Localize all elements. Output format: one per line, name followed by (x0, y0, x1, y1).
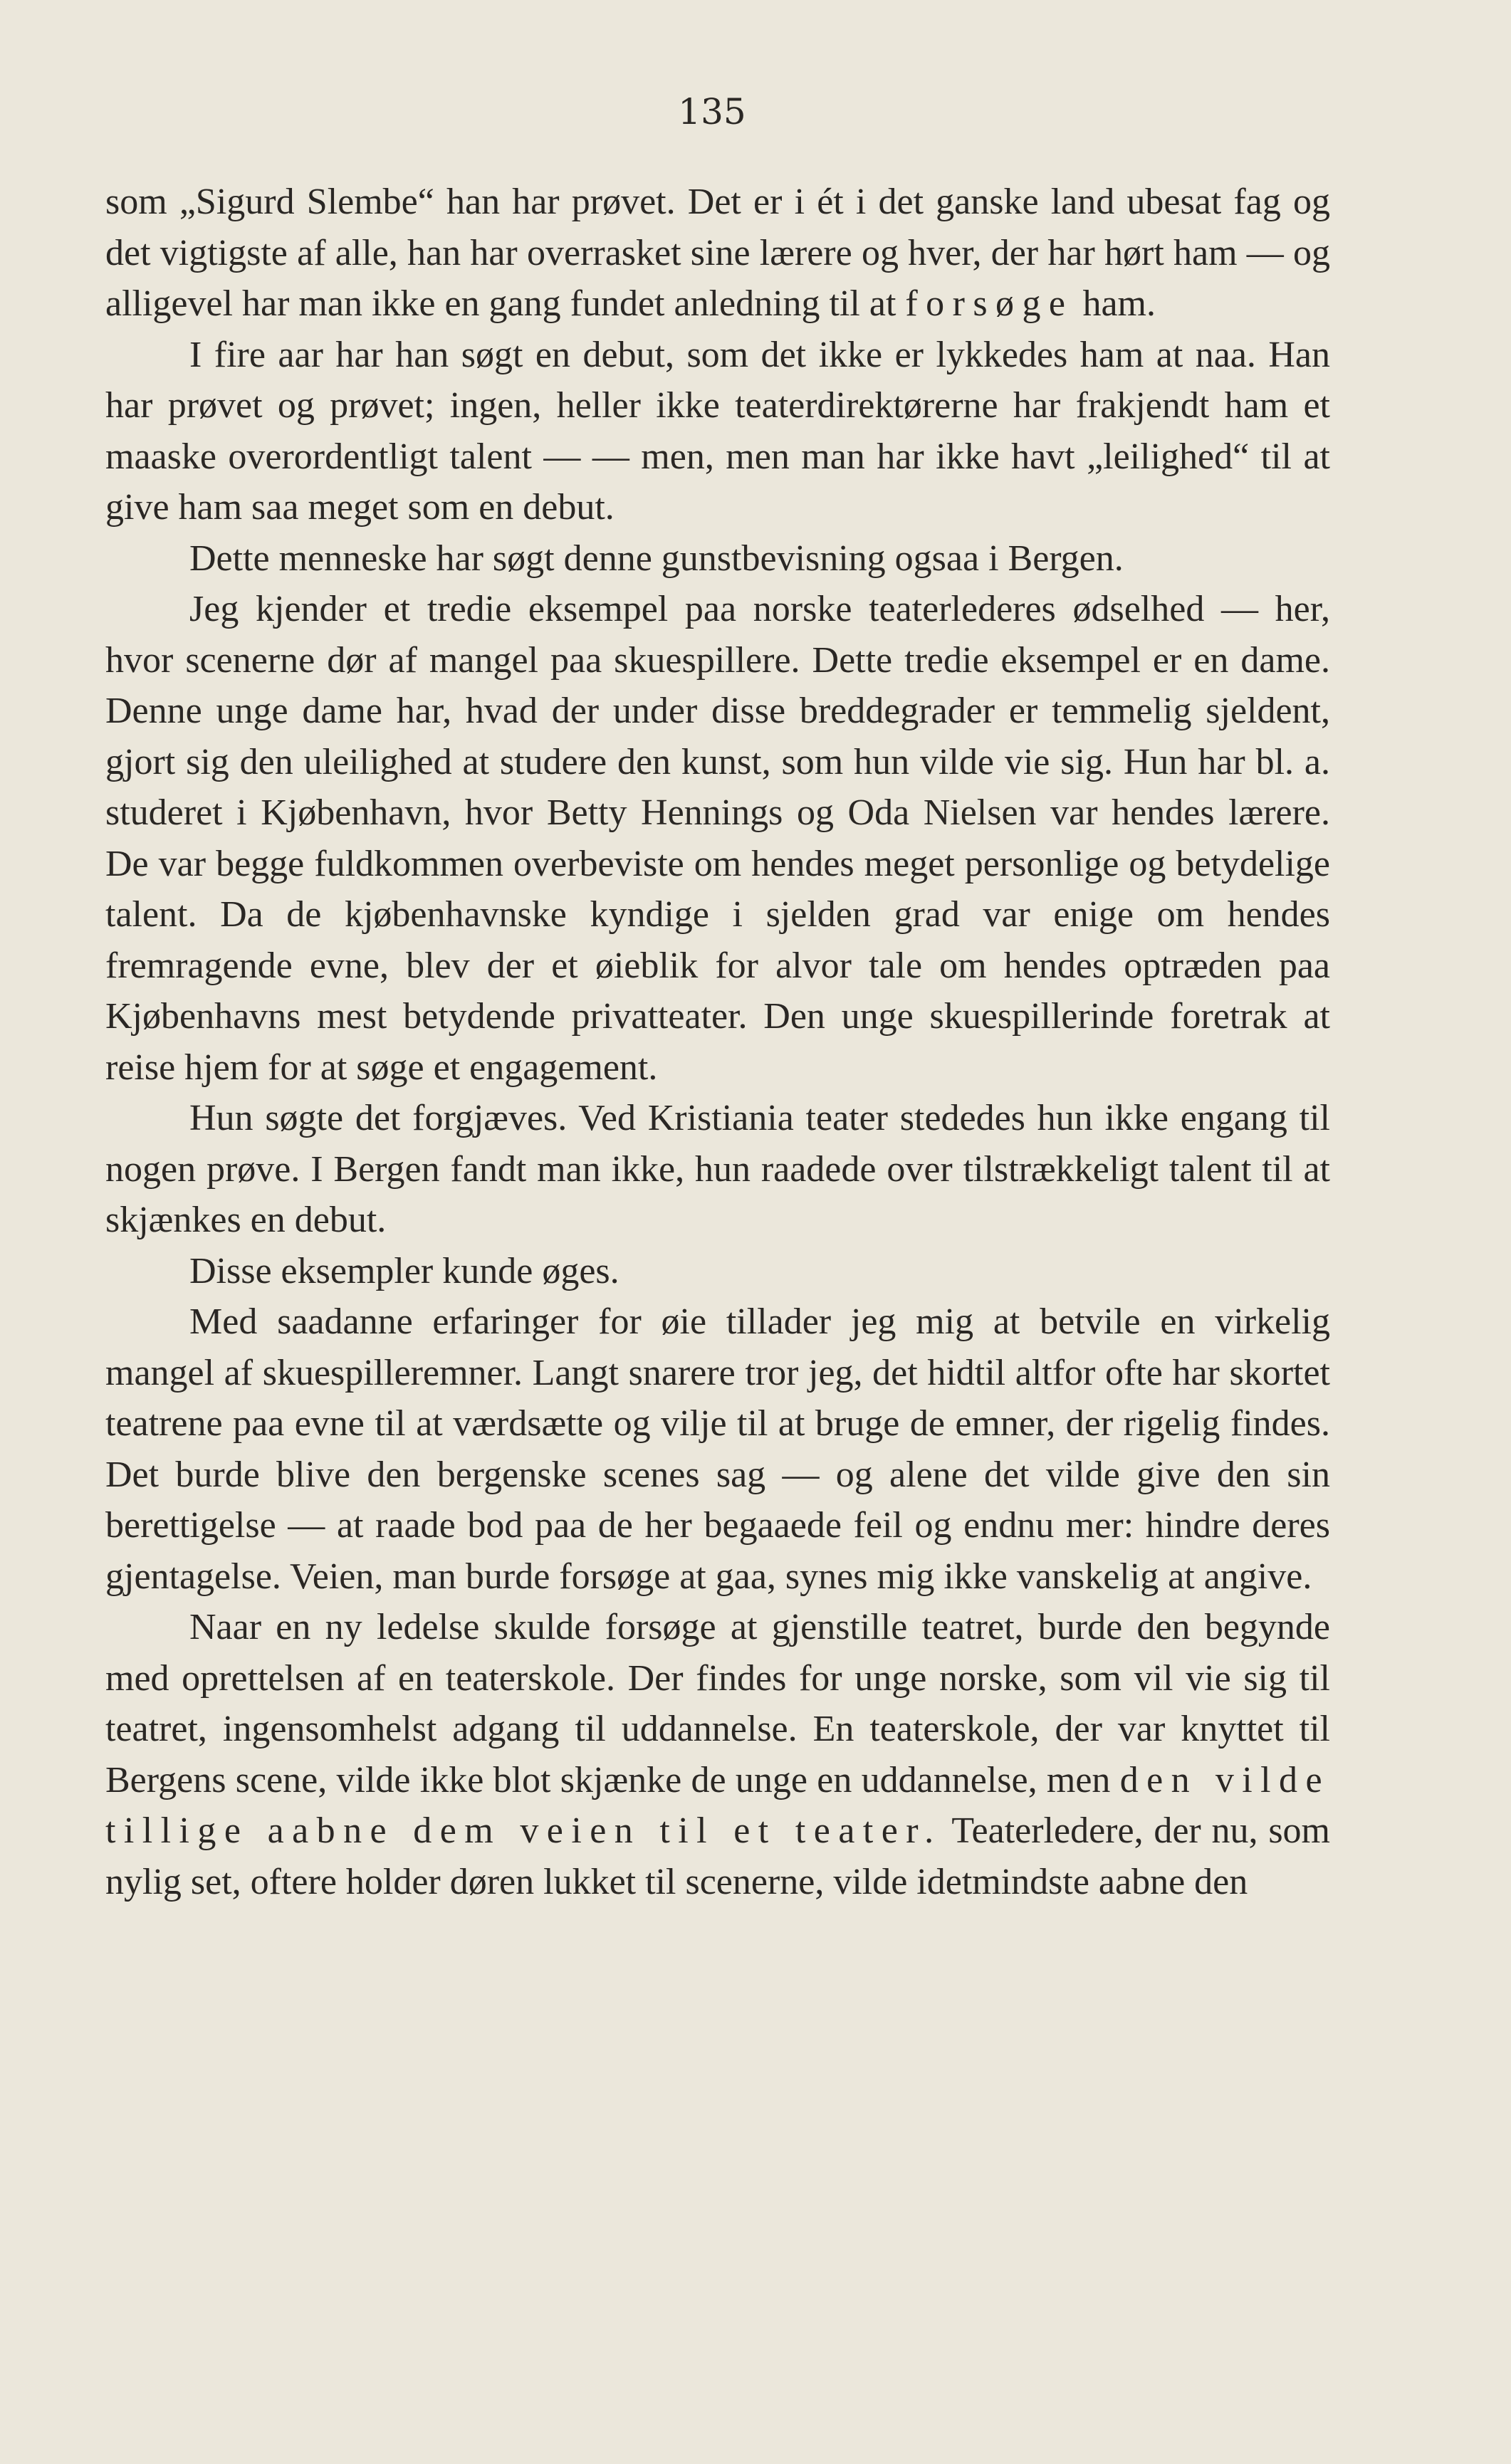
body-text (105, 177, 1330, 1907)
paragraph-text: som „Sigurd Slembe“ han har prøvet. Det er i ét i det ganske land ubesat fag og det vigtigste af alle, han har overrasket sine lærere og hver, der har hørt ham — og alligevel har man ikke en gang fundet anledning til at (105, 182, 1330, 324)
paragraph (105, 1602, 1330, 1907)
emphasized-text: den vilde tillige aabne dem veien til et teater. (105, 1759, 1331, 1851)
paragraph-text: ham. (1073, 283, 1156, 324)
paragraph: I fire aar har han søgt en debut, som det ikke er lykkedes ham at naa. Han har prøvet og prøvet; ingen, heller ikke teaterdirektørerne har frakjendt ham et maaske overordentligt talent — — men, men man har ikke havt „leilighed“ til at give ham saa meget som en debut. (105, 334, 1330, 528)
paragraph: Jeg kjender et tredie eksempel paa norske teaterlederes ødselhed — her, hvor scenerne dør af mangel paa skuespillere. Dette tredie eksempel er en dame. Denne unge dame har, hvad der under disse breddegrader er temmelig sjeldent, gjort sig den uleilighed at studere den kunst, som hun vilde vie sig. Hun har bl. a. studeret i Kjøbenhavn, hvor Betty Hennings og Oda Nielsen var hendes lærere. De var begge fuldkommen overbeviste om hendes meget personlige og betydelige talent. Da de kjøbenhavnske kyndige i sjelden grad var enige om hendes fremragende evne, blev der et øieblik for alvor tale om hendes optræden paa Kjøbenhavns mest betydende privatteater. Den unge skuespillerinde foretrak at reise hjem for at søge et engagement. (105, 589, 1330, 1088)
paragraph: Disse eksempler kunde øges. (189, 1250, 619, 1291)
paragraph: Med saadanne erfaringer for øie tillader jeg mig at betvile en virkelig mangel af skuespilleremner. Langt snarere tror jeg, det hidtil altfor ofte har skortet teatrene paa evne til at værdsætte og vilje til at bruge de emner, der rigelig findes. Det burde blive den bergenske scenes sag — og alene det vilde give den sin berettigelse — at raade bod paa de her begaaede feil og endnu mer: hindre deres gjentagelse. Veien, man burde forsøge at gaa, synes mig ikke vanskelig at angive. (105, 1301, 1330, 1597)
paragraph (105, 177, 1330, 330)
paragraph-text: Teaterledere, der nu, som nylig set, oftere holder døren lukket til scenerne, vilde idetmindste aabne den (105, 1810, 1330, 1902)
paragraph: Dette menneske har søgt denne gunstbevisning ogsaa i Bergen. (189, 538, 1124, 579)
paragraph: Hun søgte det forgjæves. Ved Kristiania teater stededes hun ikke engang til nogen prøve. I Bergen fandt man ikke, hun raadede over tilstrækkeligt talent til at skjænkes en debut. (105, 1098, 1330, 1240)
paragraph-text: Naar en ny ledelse skulde forsøge at gjenstille teatret, burde den begynde med oprettelsen af en teaterskole. Der findes for unge norske, som vil vie sig til teatret, ingensomhelst adgang til uddannelse. En teaterskole, der var knyttet til Bergens scene, vilde ikke blot skjænke de unge en uddannelse, men (105, 1607, 1330, 1800)
emphasized-text: forsøge (905, 283, 1074, 324)
page-number: 135 (678, 91, 746, 132)
